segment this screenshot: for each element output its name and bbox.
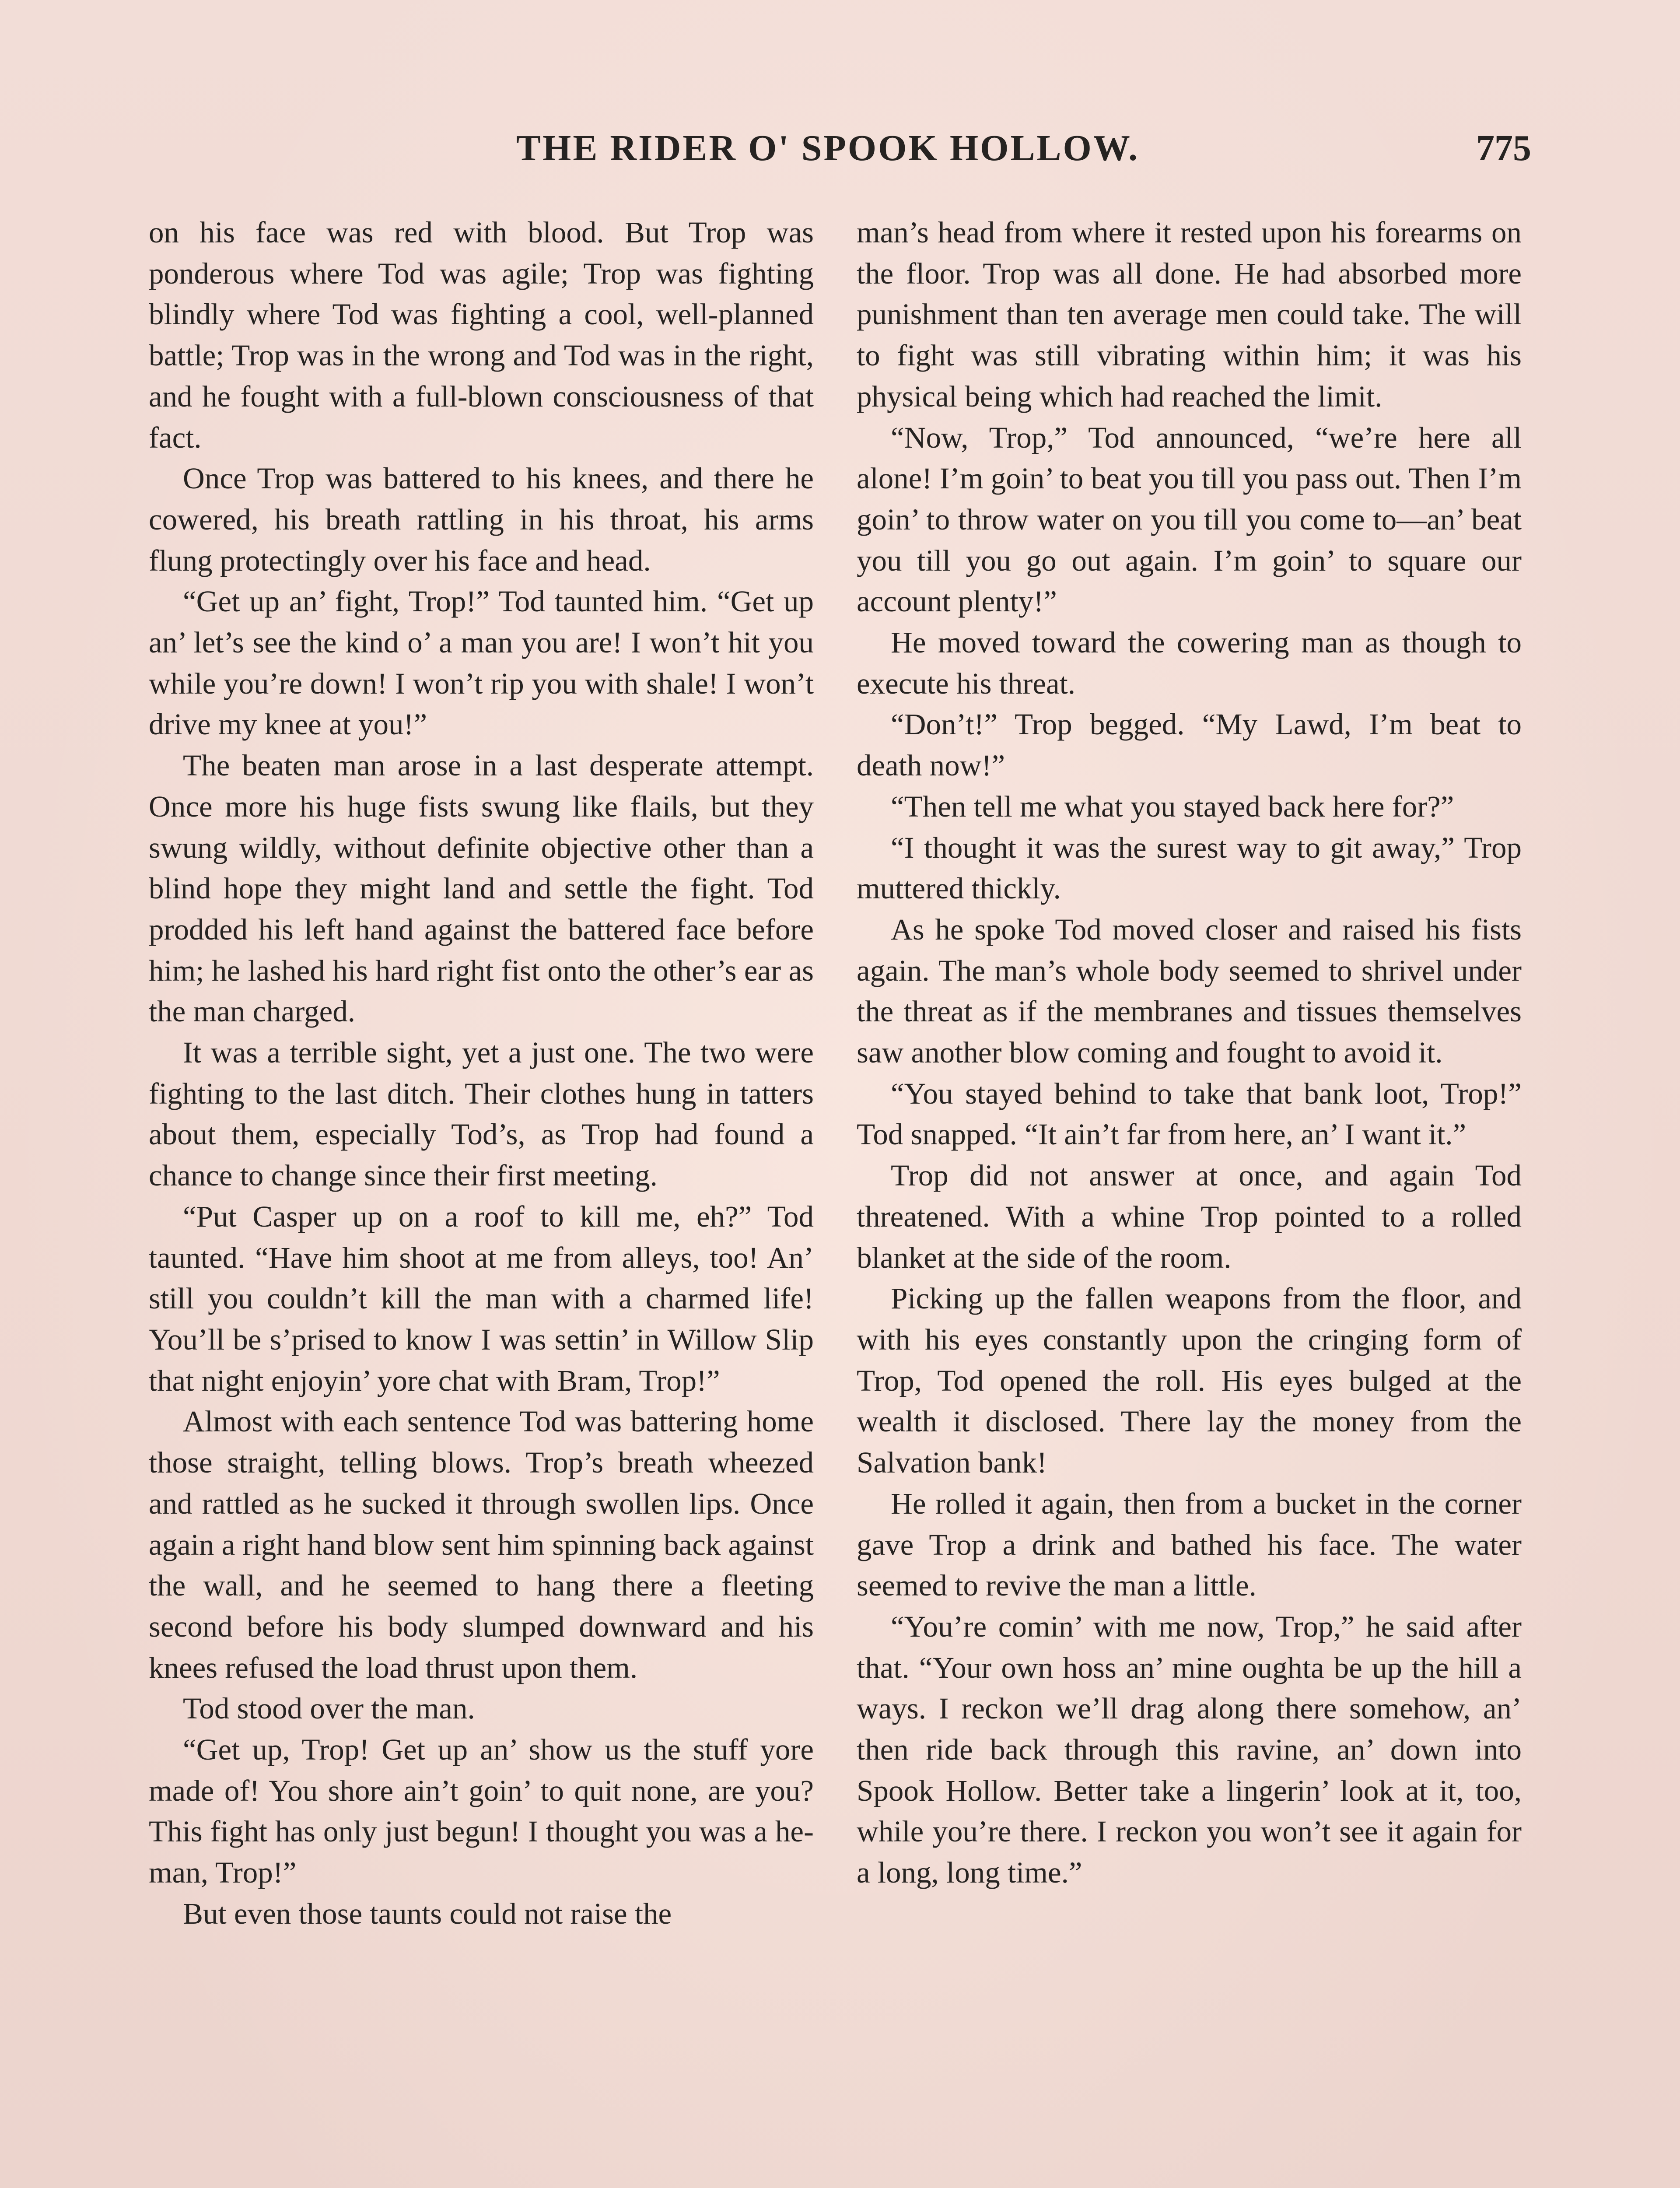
page-number: 775 [1476, 128, 1531, 168]
right-column [857, 212, 1522, 2188]
paragraph: on his face was red with blood. But Trop was ponderous where Tod was agile; Trop was fighting blindly where Tod was fighting a cool, well-planned battle; Trop was in the wrong and Tod was in the right, and he fought with a full-blown consciousness of that fact. [149, 216, 814, 454]
paragraph: He rolled it again, then from a bucket in the corner gave Trop a drink and bathed his face. The water seemed to revive the man a little. [857, 1487, 1522, 1602]
paragraph: “Now, Trop,” Tod announced, “we’re here all alone! I’m goin’ to beat you till you pass out. Then I’m goin’ to throw water on you till you come to—an’ beat you till you go out again. I’m goin’ to square our account plenty!” [857, 421, 1522, 618]
paragraph: Picking up the fallen weapons from the floor, and with his eyes constantly upon the cringing form of Trop, Tod opened the roll. His eyes bulged at the wealth it disclosed. There lay the money from the Salvation bank! [857, 1282, 1522, 1480]
paragraph: Almost with each sentence Tod was battering home those straight, telling blows. Trop’s breath wheezed and rattled as he sucked it through swollen lips. Once again a right hand blow sent him spinning back against the wall, and he seemed to hang there a fleeting second before his body slumped downward and his knees refused the load thrust upon them. [149, 1405, 814, 1684]
paragraph: He moved toward the cowering man as though to execute his threat. [857, 626, 1522, 700]
paragraph: Trop did not answer at once, and again Tod threatened. With a whine Trop pointed to a rolled blanket at the side of the room. [857, 1159, 1522, 1274]
paragraph: “Get up an’ fight, Trop!” Tod taunted him. “Get up an’ let’s see the kind o’ a man you are! I won’t hit you while you’re down! I won’t rip you with shale! I won’t drive my knee at you!” [149, 585, 814, 741]
paragraph: Tod stood over the man. [183, 1692, 475, 1725]
page-header [0, 127, 1680, 179]
paragraph: “You’re comin’ with me now, Trop,” he said after that. “Your own hoss an’ mine oughta be up the hill a ways. I reckon we’ll drag along there somehow, an’ then ride back through this ravine, an’ down into Spook Hollow. Better take a lingerin’ look at it, too, while you’re there. I reckon you won’t see it again for a long, long time.” [857, 1609, 1522, 1890]
paragraph: As he spoke Tod moved closer and raised his fists again. The man’s whole body seemed to shrivel under the threat as if the membranes and tissues themselves saw another blow coming and fought to avoid it. [857, 912, 1522, 1069]
paragraph: “Then tell me what you stayed back here for?” [891, 789, 1454, 823]
paragraph: man’s head from where it rested upon his forearms on the floor. Trop was all done. He had absorbed more punishment than ten average men could take. The will to fight was still vibrating within him; it was his physical being which had reached the limit. [857, 216, 1522, 413]
paragraph: “Put Casper up on a roof to kill me, eh?” Tod taunted. “Have him shoot at me from alleys, too! An’ still you couldn’t kill the man with a charmed life! You’ll be s’prised to know I was settin’ in Willow Slip that night enjoyin’ yore chat with Bram, Trop!” [149, 1199, 814, 1397]
paragraph: Once Trop was battered to his knees, and there he cowered, his breath rattling in his throat, his arms flung protectingly over his face and head. [149, 462, 814, 577]
paragraph: “You stayed behind to take that bank loot, Trop!” Tod snapped. “It ain’t far from here, an’ I want it.” [857, 1076, 1522, 1151]
running-title: THE RIDER O' SPOOK HOLLOW. [516, 128, 1140, 168]
paragraph: The beaten man arose in a last desperate attempt. Once more his huge fists swung like flails, but they swung wildly, without definite objective other than a blind hope they might land and settle the fight. Tod prodded his left hand against the battered face before him; he lashed his hard right fist onto the other’s ear as the man charged. [149, 749, 814, 1028]
paragraph: But even those taunts could not raise the [183, 1897, 672, 1930]
left-column [149, 212, 814, 2188]
paragraph: “I thought it was the surest way to git away,” Trop muttered thickly. [857, 831, 1522, 905]
paragraph: “Get up, Trop! Get up an’ show us the stuff yore made of! You shore ain’t goin’ to quit none, are you? This fight has only just begun! I thought you was a he-man, Trop!” [149, 1733, 814, 1890]
paragraph: “Don’t!” Trop begged. “My Lawd, I’m beat to death now!” [857, 708, 1522, 782]
paragraph: It was a terrible sight, yet a just one. The two were fighting to the last ditch. Their clothes hung in tatters about them, especially Tod’s, as Trop had found a chance to change since their first meeting. [149, 1036, 814, 1192]
